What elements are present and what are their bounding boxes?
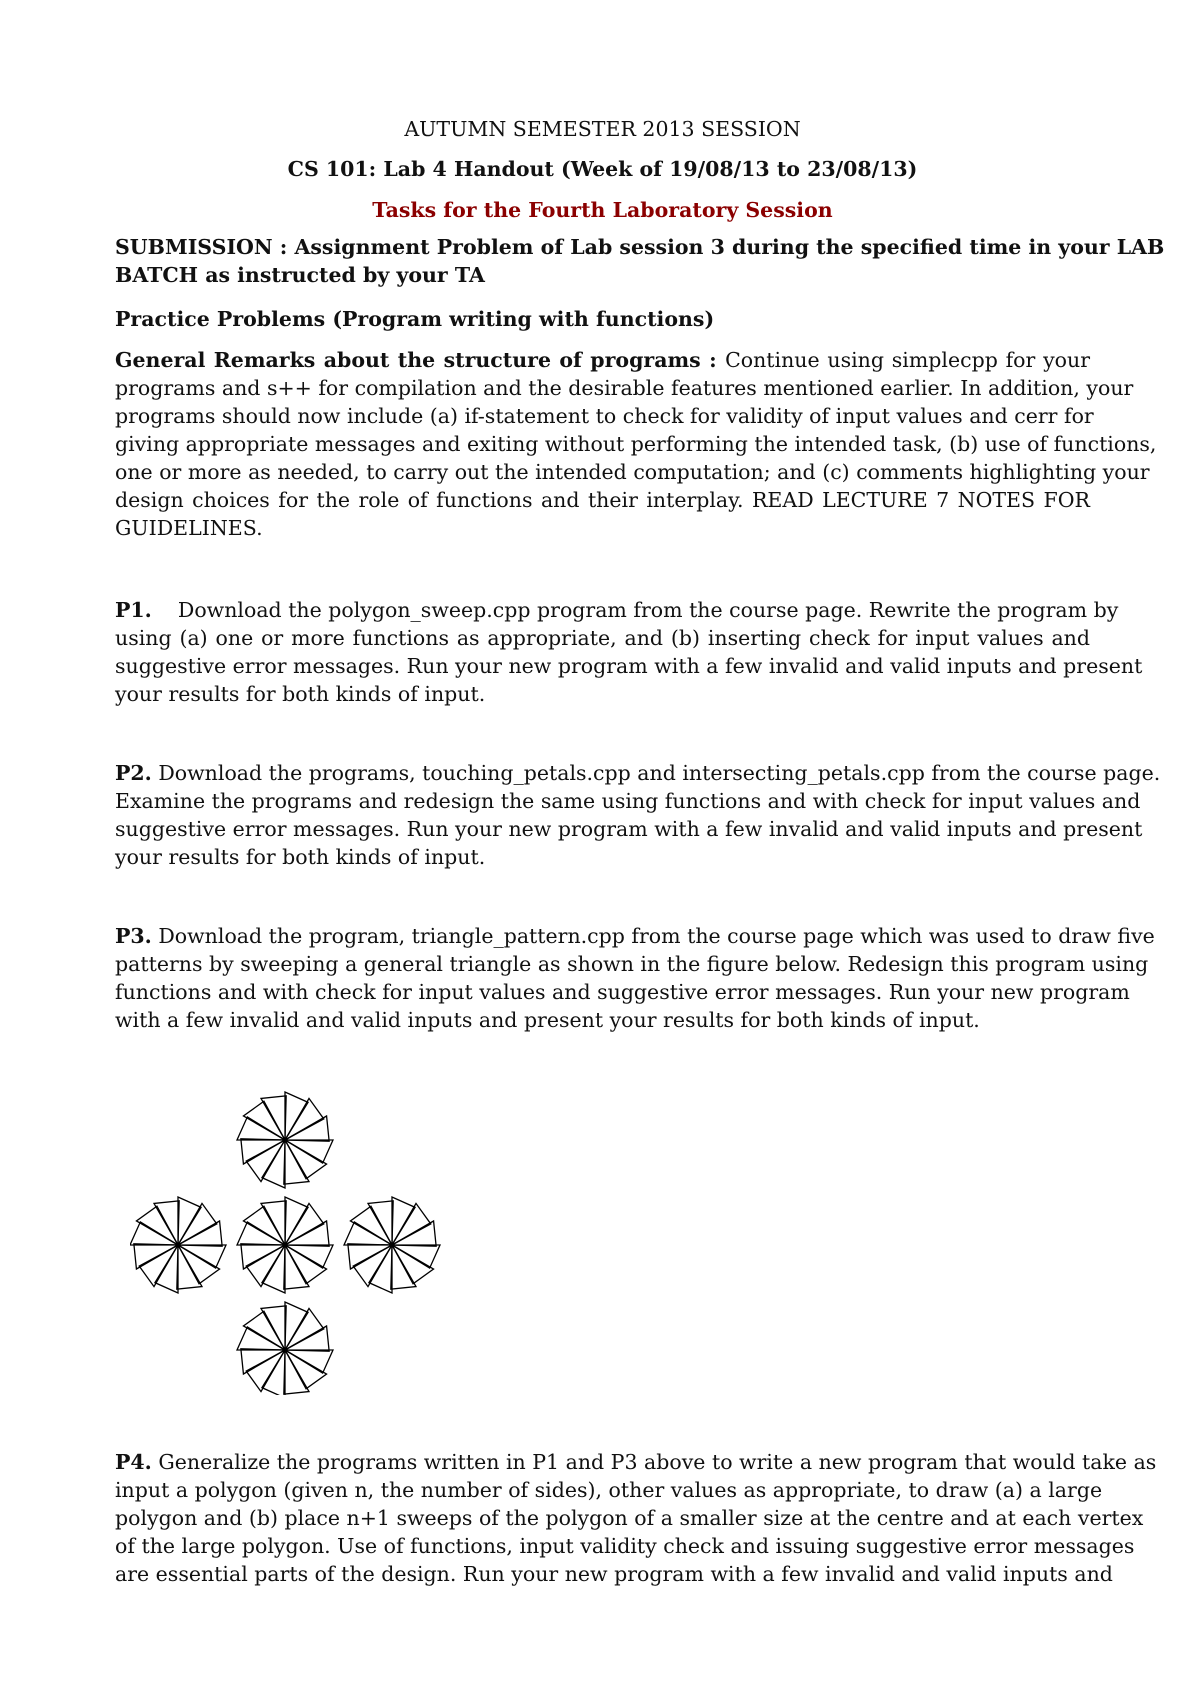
p4-line-3: polygon and (b) place n+1 sweeps of the polygon of a smaller size at the centre and at each vertex — [115, 1506, 1144, 1530]
p4-label: P4. — [115, 1450, 152, 1474]
general-remarks-line-1-text: Continue using simplecpp for your — [725, 348, 1090, 372]
p3-line-1 — [115, 922, 1155, 950]
p2-line-1-text: Download the programs, touching_petals.cpp and intersecting_petals.cpp from the course page. — [158, 761, 1161, 785]
general-remarks-line-2: programs and s++ for compilation and the desirable features mentioned earlier. In addition, your — [115, 376, 1134, 400]
swept-triangle — [243, 1206, 285, 1245]
tasks-title: Tasks for the Fourth Laboratory Session — [372, 198, 833, 222]
swept-triangle — [246, 1350, 285, 1392]
swept-triangle — [285, 1308, 324, 1350]
general-remarks-line-4: giving appropriate messages and exiting without performing the intended task, (b) use of functions, — [115, 432, 1157, 456]
pattern-center — [237, 1197, 333, 1293]
swept-triangle — [350, 1206, 392, 1245]
p1-line-1-text: Download the polygon_sweep.cpp program from the course page. Rewrite the program by — [177, 598, 1119, 622]
swept-triangle — [243, 1311, 285, 1350]
p4-line-1-text: Generalize the programs written in P1 and P3 above to write a new program that would take as — [158, 1450, 1157, 1474]
general-remarks-line-1 — [115, 346, 1090, 374]
p2-line-3: suggestive error messages. Run your new program with a few invalid and valid inputs and present — [115, 817, 1143, 841]
swept-triangle — [392, 1203, 431, 1245]
p3-label: P3. — [115, 924, 152, 948]
swept-triangle — [178, 1203, 217, 1245]
p4-line-2: input a polygon (given n, the number of sides), other values as appropriate, to draw (a) a large — [115, 1478, 1103, 1502]
general-remarks-line-6: design choices for the role of functions and their interplay. READ LECTURE 7 NOTES FOR — [115, 488, 1090, 512]
triangle-pattern-figure — [130, 1085, 490, 1395]
general-remarks-line-7: GUIDELINES. — [115, 516, 263, 540]
p2-label: P2. — [115, 761, 152, 785]
pattern-bottom — [237, 1302, 333, 1395]
swept-triangle — [392, 1245, 434, 1284]
p2-line-2: Examine the programs and redesign the same using functions and with check for input values and — [115, 789, 1141, 813]
swept-triangle — [285, 1350, 327, 1389]
swept-triangle — [285, 1203, 324, 1245]
swept-triangle — [246, 1245, 285, 1287]
general-remarks-label: General Remarks about the structure of programs — [115, 348, 701, 372]
swept-triangle — [246, 1140, 285, 1182]
p1-line-4: your results for both kinds of input. — [115, 682, 486, 706]
p3-line-4: with a few invalid and valid inputs and present your results for both kinds of input. — [115, 1008, 980, 1032]
p1-line-1 — [115, 596, 1119, 624]
swept-triangle — [285, 1140, 327, 1179]
p4-line-4: of the large polygon. Use of functions, input validity check and issuing suggestive error messages — [115, 1534, 1135, 1558]
submission-line-2: BATCH as instructed by your TA — [115, 263, 485, 287]
swept-triangle — [353, 1245, 392, 1287]
p1-line-3: suggestive error messages. Run your new program with a few invalid and valid inputs and present — [115, 654, 1143, 678]
submission-line-1: SUBMISSION : Assignment Problem of Lab session 3 during the specified time in your LAB — [115, 235, 1165, 259]
swept-triangle — [178, 1245, 220, 1284]
p3-line-2: patterns by sweeping a general triangle as shown in the figure below. Redesign this program using — [115, 952, 1149, 976]
practice-heading: Practice Problems (Program writing with functions) — [115, 307, 715, 331]
swept-triangle — [285, 1098, 324, 1140]
p3-line-3: functions and with check for input values and suggestive error messages. Run your new program — [115, 980, 1130, 1004]
p2-line-1 — [115, 759, 1161, 787]
p4-line-5: are essential parts of the design. Run your new program with a few invalid and valid inputs and — [115, 1562, 1113, 1586]
p2-line-4: your results for both kinds of input. — [115, 845, 486, 869]
triangle-pattern-svg — [130, 1085, 490, 1395]
pattern-right — [344, 1197, 440, 1293]
p4-line-1 — [115, 1448, 1157, 1476]
course-title: CS 101: Lab 4 Handout (Week of 19/08/13 to 23/08/13) — [287, 157, 918, 181]
general-remarks-separator: : — [700, 348, 726, 372]
general-remarks-line-5: one or more as needed, to carry out the intended computation; and (c) comments highlighting your — [115, 460, 1150, 484]
p3-line-1-text: Download the program, triangle_pattern.cpp from the course page which was used to draw five — [158, 924, 1155, 948]
swept-triangle — [136, 1206, 178, 1245]
pattern-left — [130, 1197, 226, 1293]
p1-line-2: using (a) one or more functions as appropriate, and (b) inserting check for input values and — [115, 626, 1090, 650]
swept-triangle — [285, 1245, 327, 1284]
p1-label: P1. — [115, 598, 152, 622]
session-title: AUTUMN SEMESTER 2013 SESSION — [404, 117, 801, 141]
swept-triangle — [243, 1101, 285, 1140]
swept-triangle — [139, 1245, 178, 1287]
pattern-top — [237, 1092, 333, 1188]
general-remarks-line-3: programs should now include (a) if-statement to check for validity of input values and cerr for — [115, 404, 1094, 428]
